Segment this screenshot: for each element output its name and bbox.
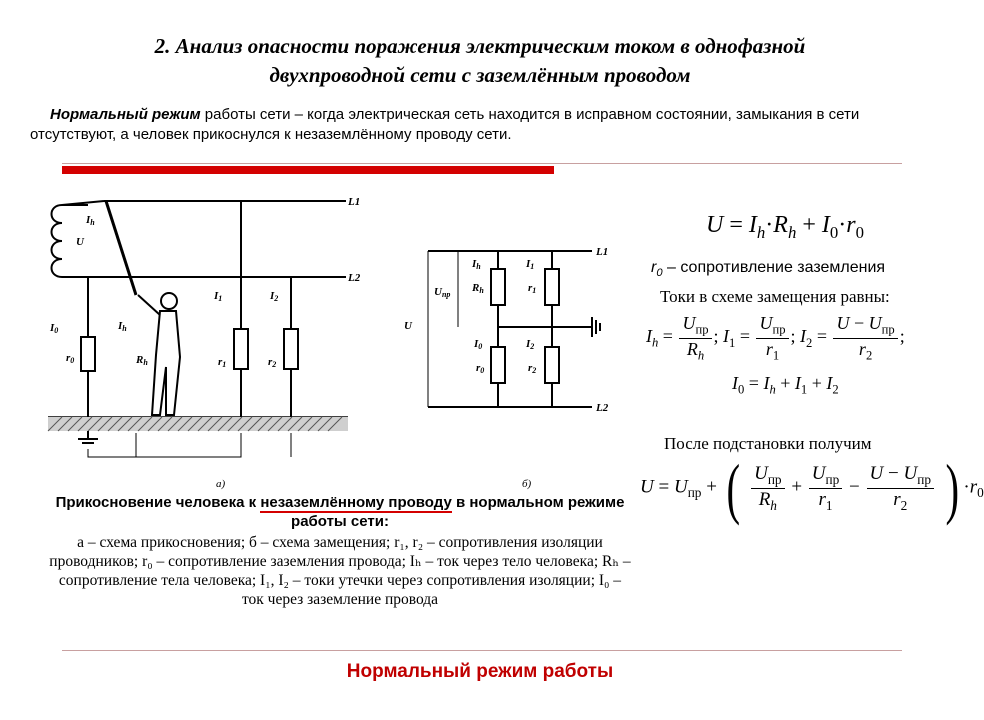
label-I1-a: I1	[214, 290, 223, 303]
r0-symbol: $r_0$	[651, 259, 663, 280]
formula-currents: $I_h$ = $\frac{U_{пр}}{R_h}$ ; $I_1$ = $\frac{U_{пр}}{r_1}$ ; $I_2$ = $\frac{U - U_{пр}}{r_2}$ ;	[646, 313, 905, 363]
human-figure	[138, 293, 180, 415]
caption-body: а – схема прикосновения; б – схема замещения; r₁, r₂ – сопротивления изоляции проводников; r₀ – сопротивление заземления провода; Iₕ – ток через тело человека; Rₕ – сопротивление тела человека; I₁, I₂ – токи утечки через сопротивления изоляции; I₀ – ток через заземление провода	[49, 534, 631, 608]
label-Rh-b: Rh	[472, 282, 484, 295]
label-L2-a: L2	[348, 272, 361, 284]
currents-intro: Токи в схеме замещения равны:	[660, 287, 890, 306]
r0-desc-text: – сопротивление заземления	[667, 259, 886, 276]
touch-rod	[106, 201, 136, 295]
page-title	[0, 32, 960, 90]
label-Rh-a: Rh	[136, 354, 148, 367]
label-U-b: U	[404, 320, 412, 332]
resistor-r1	[234, 329, 248, 369]
label-a: а)	[216, 478, 226, 490]
label-r0-a: r0	[66, 352, 75, 365]
circuit-diagrams	[48, 187, 632, 490]
caption-title-part2: в нормальном режиме работы сети:	[291, 494, 625, 530]
label-Ih-b: Ih	[472, 258, 481, 271]
formula-final: $U = U_{пр}$ + ( $\frac{U_{пр}}{R_h}$ + $\frac{U_{пр}}{r_1}$ − $\frac{U - U_{пр}}{r_2}$ ) $\cdot r_0$	[640, 450, 984, 526]
label-Ih-top: Ih	[86, 214, 95, 227]
label-L1-b: L1	[596, 246, 609, 258]
resistor-r0	[81, 337, 95, 371]
label-r2-a: r2	[268, 356, 277, 369]
accent-bar	[62, 166, 554, 174]
ground-a	[48, 417, 348, 457]
label-I2-b: I2	[526, 338, 535, 351]
labels-b	[404, 246, 609, 490]
intro-text: работы сети – когда электрическая сеть находится в исправном состоянии, замыкания в сети отсутствуют, а человек прикоснулся к незаземлённому проводу сети.	[30, 106, 860, 143]
label-Ih-a: Ih	[118, 320, 127, 333]
label-r0-b: r0	[476, 362, 485, 375]
after-substitution: После подстановки получим	[664, 434, 872, 453]
formula-I0: $I_0 = I_h + I_1 + I_2$	[732, 373, 839, 397]
label-I1-b: I1	[526, 258, 535, 271]
label-r1-b: r1	[528, 282, 537, 295]
label-r1-a: r1	[218, 356, 227, 369]
scheme-a	[52, 201, 347, 417]
scheme-b	[428, 251, 600, 407]
label-b: б)	[522, 478, 532, 490]
label-L2-b: L2	[596, 402, 609, 414]
divider-top	[62, 163, 902, 164]
caption-title	[48, 493, 632, 531]
label-r2-b: r2	[528, 362, 537, 375]
label-I0-a: I0	[50, 322, 59, 335]
caption-title-underlined: незаземлённому проводу	[260, 494, 452, 511]
divider-bottom	[62, 650, 902, 651]
label-I0-b: I0	[474, 338, 483, 351]
resistor-r0-b	[491, 347, 505, 383]
label-L1-a: L1	[348, 196, 361, 208]
resistor-r2-b	[545, 347, 559, 383]
figure-caption	[48, 493, 632, 609]
intro-paragraph	[30, 105, 940, 145]
label-Upr-b: Uпр	[434, 286, 451, 299]
caption-title-part1: Прикосновение человека к	[55, 494, 261, 511]
title-line-1: 2. Анализ опасности поражения электрическим током в однофазной	[154, 34, 806, 58]
label-I2-a: I2	[270, 290, 279, 303]
resistor-r1-b	[545, 269, 559, 305]
resistor-r2	[284, 329, 298, 369]
label-U-a: U	[76, 236, 84, 248]
intro-term: Нормальный режим	[50, 106, 201, 123]
formula-U: $U = I_h\cdot R_h + I_0\cdot r_0$	[706, 212, 865, 242]
resistor-Rh-b	[491, 269, 505, 305]
footer-title: Нормальный режим работы	[346, 661, 614, 682]
title-line-2: двухпроводной сети с заземлённым проводом	[269, 63, 691, 87]
r0-description	[651, 259, 885, 279]
